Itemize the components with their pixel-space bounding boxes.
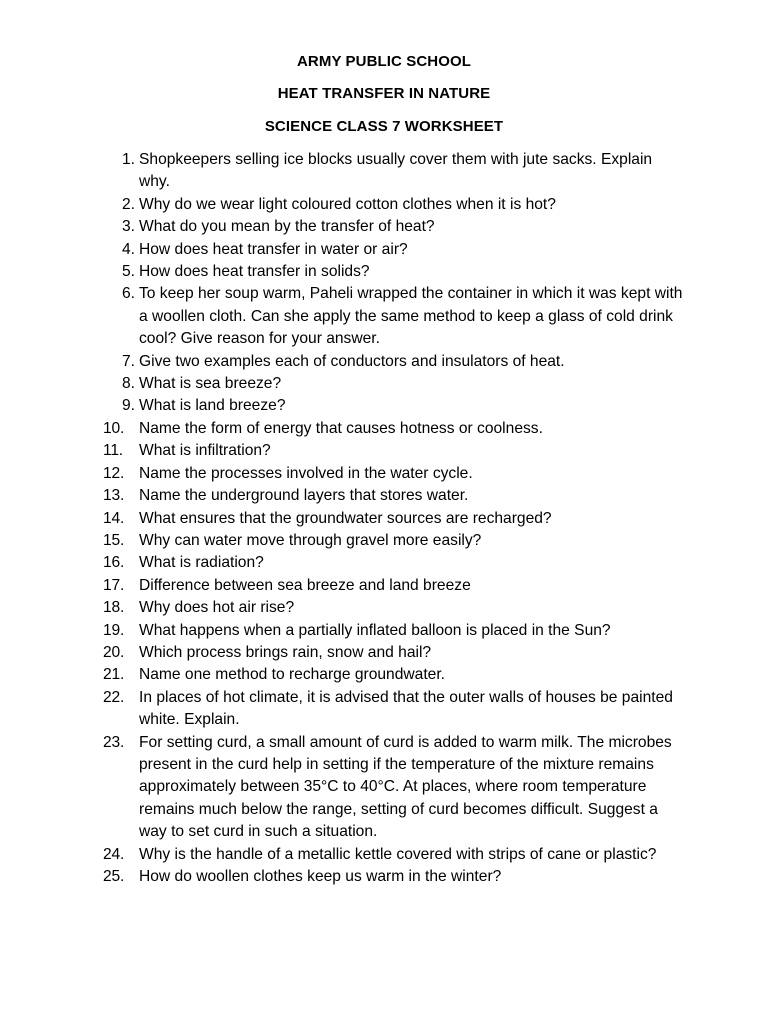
- worksheet-topic: HEAT TRANSFER IN NATURE: [277, 85, 491, 102]
- question-item: [103, 485, 683, 507]
- question-number: 18.: [103, 599, 125, 617]
- question-item: [103, 239, 683, 261]
- question-text: What is radiation?: [139, 554, 264, 572]
- question-text: In places of hot climate, it is advised that the outer walls of houses be painted white. Explain.: [139, 688, 673, 729]
- question-text: Name one method to recharge groundwater.: [139, 666, 445, 684]
- question-text: What is infiltration?: [139, 442, 271, 460]
- question-text: What do you mean by the transfer of heat?: [139, 218, 435, 236]
- question-text: What is sea breeze?: [139, 375, 282, 393]
- question-number: 24.: [103, 845, 125, 863]
- question-text: To keep her soup warm, Paheli wrapped the container in which it was kept with a woollen cloth. Can she apply the same method to keep a glass of cold drink cool? Give reason for your answer.: [139, 285, 683, 348]
- question-item: [103, 575, 683, 597]
- question-number: 23.: [103, 733, 125, 751]
- question-number: 3.: [121, 218, 135, 236]
- question-number: 1.: [121, 151, 135, 168]
- question-number: 25.: [103, 868, 125, 885]
- question-item: [103, 844, 683, 866]
- question-item: [103, 418, 683, 440]
- question-text: Difference between sea breeze and land breeze: [139, 576, 471, 594]
- question-text: What ensures that the groundwater sources are recharged?: [139, 509, 552, 527]
- question-text: Shopkeepers selling ice blocks usually cover them with jute sacks. Explain why.: [139, 151, 653, 191]
- question-number: 20.: [103, 643, 125, 661]
- question-text: How does heat transfer in solids?: [139, 263, 370, 281]
- question-number: 19.: [103, 621, 125, 639]
- question-item: [103, 283, 683, 350]
- question-text: How does heat transfer in water or air?: [139, 240, 408, 258]
- question-item: [103, 664, 683, 686]
- question-item: [103, 216, 683, 238]
- question-item: [103, 351, 683, 373]
- question-text: How do woollen clothes keep us warm in the winter?: [139, 868, 502, 885]
- question-item: [103, 620, 683, 642]
- question-item: [103, 440, 683, 462]
- question-number: 9.: [121, 397, 135, 415]
- question-item: [103, 194, 683, 216]
- question-text: Why is the handle of a metallic kettle covered with strips of cane or plastic?: [139, 845, 657, 863]
- question-number: 17.: [103, 576, 125, 594]
- question-number: 14.: [103, 509, 125, 527]
- school-name: ARMY PUBLIC SCHOOL: [296, 53, 472, 70]
- question-number: 12.: [103, 464, 125, 482]
- question-item: [103, 463, 683, 485]
- question-number: 4.: [121, 240, 135, 258]
- question-item: [103, 866, 683, 888]
- question-item: [103, 687, 683, 732]
- question-number: 11.: [103, 442, 123, 460]
- question-number: 2.: [121, 195, 135, 213]
- question-text: For setting curd, a small amount of curd is added to warm milk. The microbes present in the curd help in setting if the temperature of the mixture remains approximately between 35°C to 40°C. At places, where room temperature remains much below the range, setting of curd becomes difficult. Suggest a way to set curd in such a situation.: [139, 733, 672, 841]
- question-text: Name the processes involved in the water cycle.: [139, 464, 473, 482]
- question-item: [103, 642, 683, 664]
- question-text: Which process brings rain, snow and hail?: [139, 643, 432, 661]
- question-number: 6.: [121, 285, 135, 303]
- question-number: 16.: [103, 554, 125, 572]
- question-item: [103, 149, 683, 194]
- worksheet-subtitle: SCIENCE CLASS 7 WORKSHEET: [264, 118, 504, 135]
- question-number: 15.: [103, 531, 125, 549]
- question-list: [103, 149, 683, 888]
- question-text: What happens when a partially inflated balloon is placed in the Sun?: [139, 621, 611, 639]
- question-item: [103, 261, 683, 283]
- question-item: [103, 530, 683, 552]
- question-item: [103, 373, 683, 395]
- question-number: 10.: [103, 419, 125, 437]
- question-text: Name the underground layers that stores water.: [139, 487, 469, 505]
- question-text: Name the form of energy that causes hotness or coolness.: [139, 419, 543, 437]
- question-number: 13.: [103, 487, 125, 505]
- question-text: Why does hot air rise?: [139, 599, 295, 617]
- question-item: [103, 732, 683, 844]
- question-text: What is land breeze?: [139, 397, 286, 415]
- question-item: [103, 552, 683, 574]
- question-number: 21.: [103, 666, 125, 684]
- question-number: 8.: [121, 375, 135, 393]
- question-item: [103, 508, 683, 530]
- question-number: 5.: [121, 263, 135, 281]
- question-text: Why do we wear light coloured cotton clothes when it is hot?: [139, 195, 556, 213]
- question-item: [103, 395, 683, 417]
- question-text: Why can water move through gravel more easily?: [139, 531, 482, 549]
- question-item: [103, 597, 683, 619]
- question-number: 7.: [121, 352, 135, 370]
- question-number: 22.: [103, 688, 125, 706]
- question-text: Give two examples each of conductors and insulators of heat.: [139, 352, 565, 370]
